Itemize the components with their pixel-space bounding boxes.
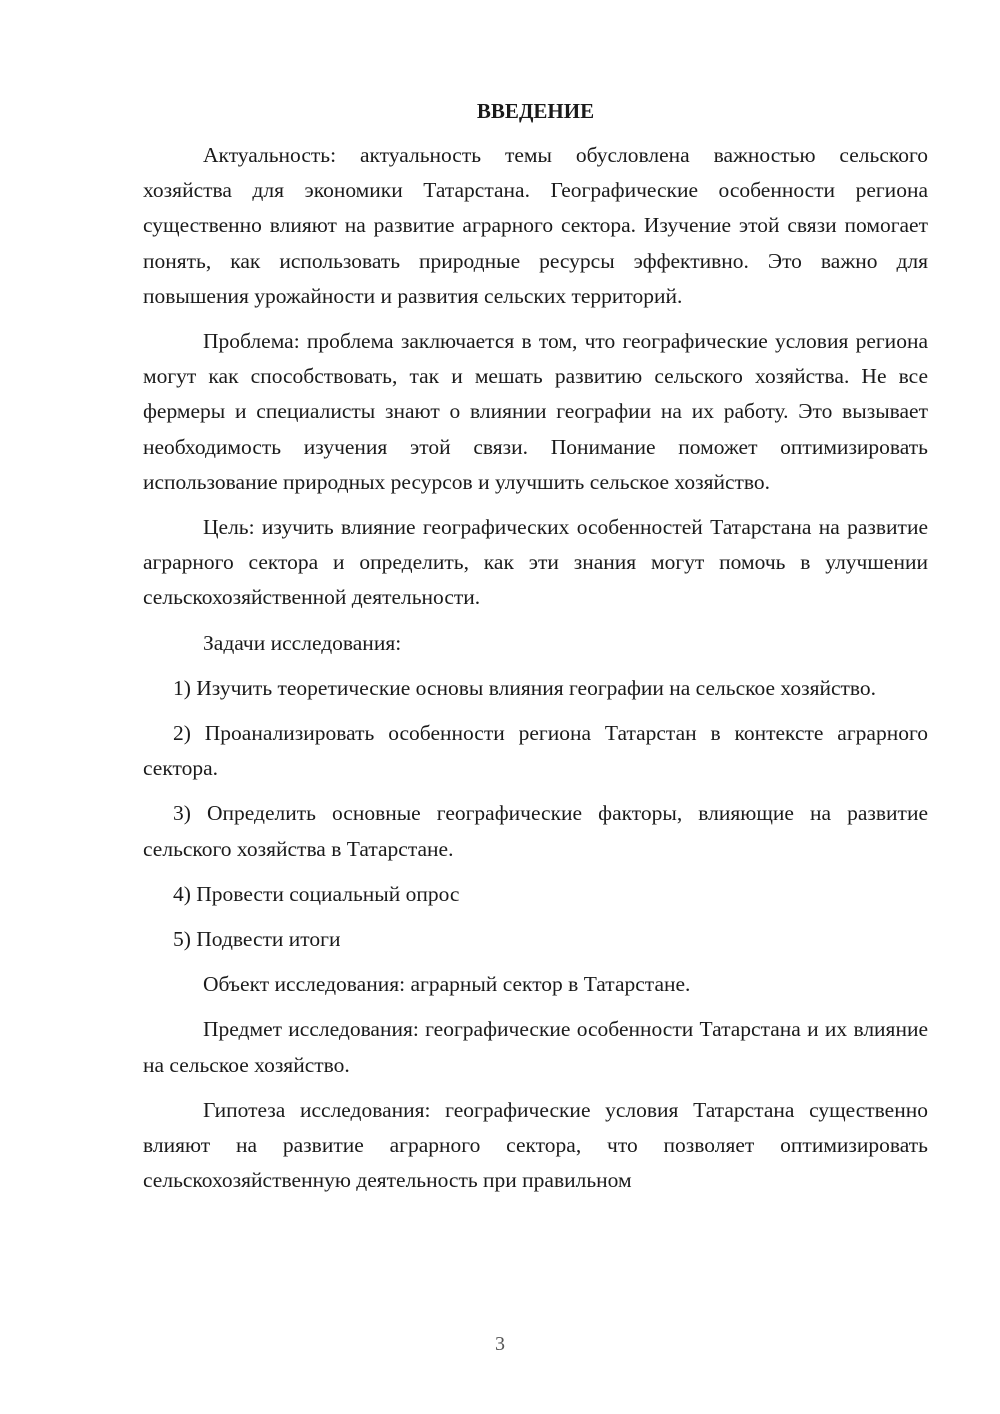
task-item-5: 5) Подвести итоги [173,927,341,952]
object-paragraph: Объект исследования: аграрный сектор в Татарстане. [203,972,691,997]
hypothesis-paragraph: Гипотеза исследования: географические условия Татарстана существенно влияют на развитие аграрного сектора, что позволяет оптимизировать сельскохозяйственную деятельность при правильном [143,1097,928,1193]
tasks-heading: Задачи исследования: [203,630,402,655]
relevance-paragraph: Актуальность: актуальность темы обусловлена важностью сельского хозяйства для экономики Татарстана. Географические особенности региона существенно влияют на развитие аграрного сектора. Изучение этой связи помогает понять, как использовать природные ресурсы эффективно. Это важно для повышения урожайности и развития сельских территорий. [143,143,928,308]
document-page [143,96,928,1208]
task-item-4: 4) Провести социальный опрос [173,881,460,906]
page-number: 3 [495,1333,505,1355]
problem-paragraph: Проблема: проблема заключается в том, что географические условия региона могут как способствовать, так и мешать развитию сельского хозяйства. Не все фермеры и специалисты знают о влиянии географии на их работу. Это вызывает необходимость изучения этой связи. Понимание поможет оптимизировать использование природных ресурсов и улучшить сельское хозяйство. [143,329,928,494]
task-item-1: 1) Изучить теоретические основы влияния географии на сельское хозяйство. [173,675,877,700]
section-title: ВВЕДЕНИЕ [476,99,595,123]
subject-paragraph: Предмет исследования: географические особенности Татарстана и их влияние на сельское хозяйство. [143,1017,928,1077]
task-item-2: 2) Проанализировать особенности региона Татарстан в контексте аграрного сектора. [143,721,928,781]
goal-paragraph: Цель: изучить влияние географических особенностей Татарстана на развитие аграрного сектора и определить, как эти знания могут помочь в улучшении сельскохозяйственной деятельности. [143,515,928,610]
task-item-3: 3) Определить основные географические факторы, влияющие на развитие сельского хозяйства в Татарстане. [143,801,928,861]
